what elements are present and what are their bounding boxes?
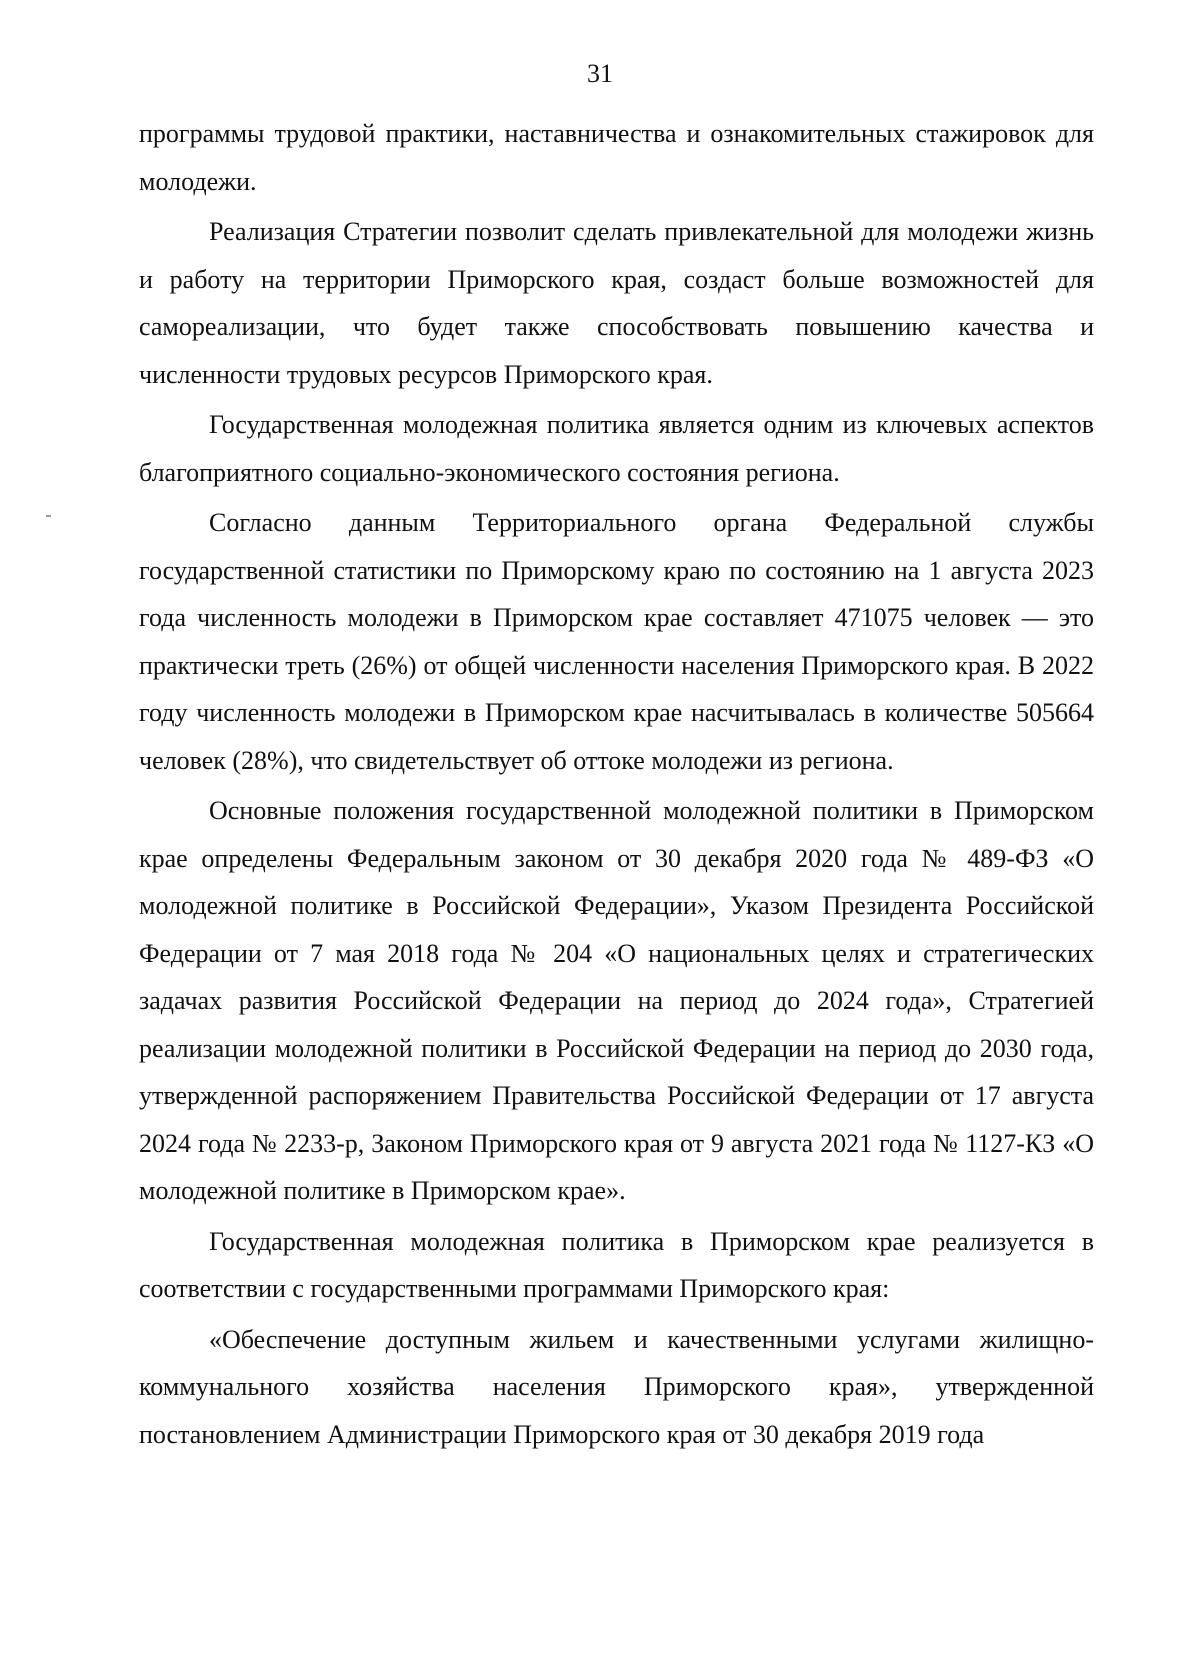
paragraph-7: «Обеспечение доступным жильем и качественными услугами жилищно-коммунального хозяйства населения Приморского края», утвержденной постановлением Администрации Приморского края от 30 декабря 2019 года <box>139 1324 1094 1449</box>
paragraph-2: Реализация Стратегии позволит сделать привлекательной для молодежи жизнь и работу на территории Приморского края, создаст больше возможностей для самореализации, что будет также способствовать повышению качества и численности трудовых ресурсов Приморского края. <box>139 217 1094 389</box>
document-body <box>139 110 1094 1458</box>
paragraph-5: Основные положения государственной молодежной политики в Приморском крае определены Федеральным законом от 30 декабря 2020 года № 489-ФЗ «О молодежной политике в Российской Федерации», Указом Президента Российской Федерации от 7 мая 2018 года № 204 «О национальных целях и стратегических задачах развития Российской Федерации на период до 2024 года», Стратегией реализации молодежной политики в Российской Федерации на период до 2030 года, утвержденной распоряжением Правительства Российской Федерации от 17 августа 2024 года № 2233-р, Законом Приморского края от 9 августа 2021 года № 1127-КЗ «О молодежной политике в Приморском крае». <box>139 796 1094 1205</box>
paragraph-4: Согласно данным Территориального органа Федеральной службы государственной статистики по Приморскому краю по состоянию на 1 августа 2023 года численность молодежи в Приморском крае составляет 471075 человек — это практически треть (26%) от общей численности населения Приморского края. В 2022 году численность молодежи в Приморском крае насчитывалась в количестве 505664 человек (28%), что свидетельствует об оттоке молодежи из региона. <box>139 508 1094 775</box>
paragraph-3: Государственная молодежная политика является одним из ключевых аспектов благоприятного социально-экономического состояния региона. <box>139 410 1094 487</box>
scan-speck <box>46 515 51 517</box>
page-number: 31 <box>587 59 613 88</box>
paragraph-6: Государственная молодежная политика в Приморском крае реализуется в соответствии с государственными программами Приморского края: <box>139 1226 1094 1303</box>
paragraph-1: программы трудовой практики, наставничества и ознакомительных стажировок для молодежи. <box>139 119 1094 196</box>
